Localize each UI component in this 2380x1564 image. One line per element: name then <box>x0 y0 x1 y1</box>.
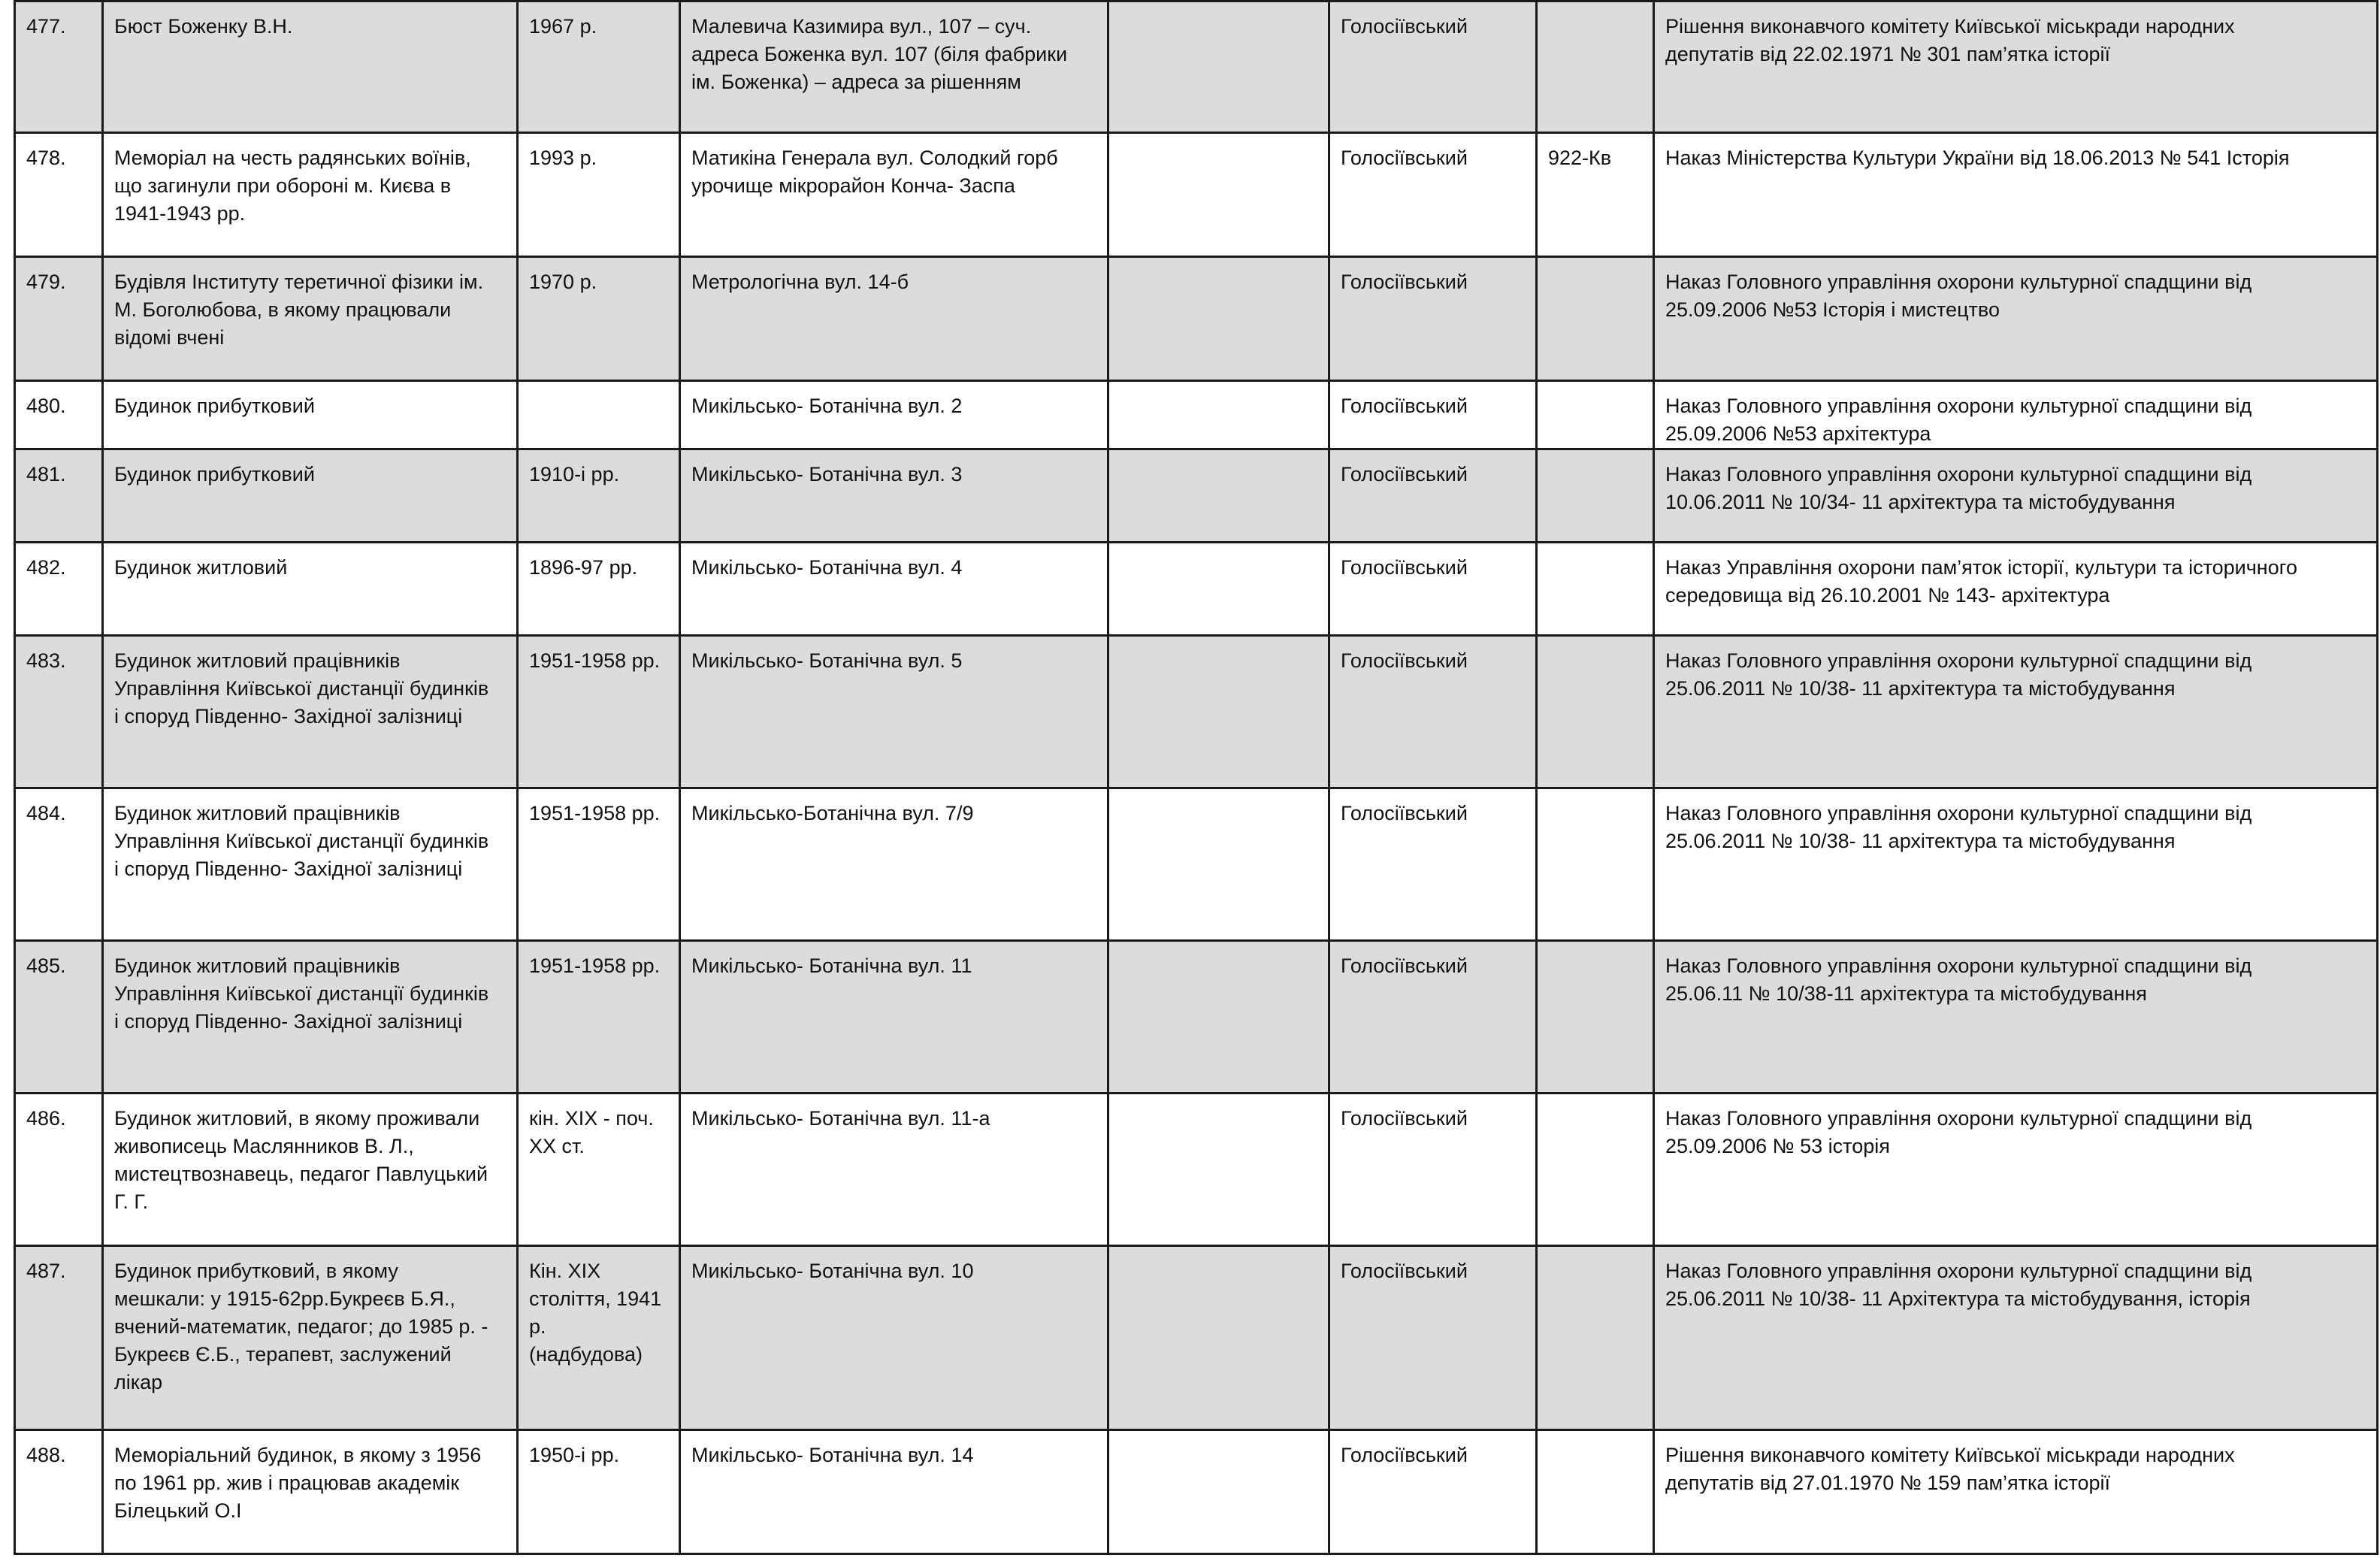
district-name-cell: Голосіївський <box>1329 257 1537 381</box>
protection-code-cell <box>1537 941 1654 1094</box>
monument-address-cell: Матикіна Генерала вул. Солодкий горб урочище мікрорайон Конча- Заспа <box>680 133 1108 257</box>
table-row <box>15 543 2378 636</box>
legal-document-cell: Наказ Головного управління охорони культурної спадщини від 25.06.2011 № 10/38- 11 Архітектура та містобудування, історія <box>1654 1246 2378 1430</box>
monument-date-cell: 1951-1958 рр. <box>518 788 680 941</box>
protection-code-cell <box>1537 636 1654 788</box>
table-row <box>15 133 2378 257</box>
monument-date-cell: 1896-97 рр. <box>518 543 680 636</box>
monuments-table <box>14 0 2378 1555</box>
monument-date-cell: 1951-1958 рр. <box>518 636 680 788</box>
monument-address-cell: Микільсько- Ботанічна вул. 5 <box>680 636 1108 788</box>
monument-address-cell: Микільсько-Ботанічна вул. 7/9 <box>680 788 1108 941</box>
district-name-cell: Голосіївський <box>1329 1430 1537 1554</box>
monument-name-cell: Меморіал на честь радянських воїнів, що загинули при обороні м. Києва в 1941-1943 рр. <box>103 133 518 257</box>
protection-code-cell <box>1537 381 1654 449</box>
monument-name-cell: Будинок прибутковий <box>103 449 518 543</box>
monument-name-cell: Бюст Боженку В.Н. <box>103 2 518 133</box>
protection-code-cell <box>1537 1094 1654 1246</box>
monument-name-cell: Будинок прибутковий, в якому мешкали: у 1915-62рр.Букреєв Б.Я., вчений-математик, педагог; до 1985 р. - Букреєв Є.Б., терапевт, заслужений лікар <box>103 1246 518 1430</box>
table-row <box>15 1246 2378 1430</box>
table-row <box>15 381 2378 449</box>
monument-name-cell: Меморіальний будинок, в якому з 1956 по 1961 рр. жив і працював академік Білецький О.І <box>103 1430 518 1554</box>
monument-name-cell: Будинок житловий працівників Управління Київської дистанції будинків і споруд Південно- Західної залізниці <box>103 788 518 941</box>
row-number-cell: 479. <box>15 257 103 381</box>
monument-date-cell: 1910-і рр. <box>518 449 680 543</box>
monument-address-cell: Метрологічна вул. 14-б <box>680 257 1108 381</box>
row-number-cell: 488. <box>15 1430 103 1554</box>
empty-cell-cell <box>1108 543 1329 636</box>
row-number-cell: 481. <box>15 449 103 543</box>
monument-name-cell: Будинок житловий, в якому проживали живописець Маслянников В. Л., мистецтвознавець, педагог Павлуцький Г. Г. <box>103 1094 518 1246</box>
monument-address-cell: Микільсько- Ботанічна вул. 4 <box>680 543 1108 636</box>
monument-name-cell: Будинок житловий працівників Управління Київської дистанції будинків і споруд Південно- Західної залізниці <box>103 636 518 788</box>
table-body <box>15 2 2378 1554</box>
monument-address-cell: Малевича Казимира вул., 107 – суч. адреса Боженка вул. 107 (біля фабрики ім. Боженка) – адреса за рішенням <box>680 2 1108 133</box>
row-number-cell: 487. <box>15 1246 103 1430</box>
table-row <box>15 257 2378 381</box>
row-number-cell: 483. <box>15 636 103 788</box>
district-name-cell: Голосіївський <box>1329 449 1537 543</box>
monument-address-cell: Микільсько- Ботанічна вул. 3 <box>680 449 1108 543</box>
monument-date-cell <box>518 381 680 449</box>
protection-code-cell <box>1537 449 1654 543</box>
row-number-cell: 480. <box>15 381 103 449</box>
legal-document-cell: Наказ Головного управління охорони культурної спадщини від 25.06.2011 № 10/38- 11 архітектура та містобудування <box>1654 636 2378 788</box>
empty-cell-cell <box>1108 636 1329 788</box>
empty-cell-cell <box>1108 1094 1329 1246</box>
table-row <box>15 941 2378 1094</box>
empty-cell-cell <box>1108 2 1329 133</box>
row-number-cell: 485. <box>15 941 103 1094</box>
monument-name-cell: Будівля Інституту теретичної фізики ім. М. Боголюбова, в якому працювали відомі вчені <box>103 257 518 381</box>
district-name-cell: Голосіївський <box>1329 1246 1537 1430</box>
row-number-cell: 482. <box>15 543 103 636</box>
district-name-cell: Голосіївський <box>1329 543 1537 636</box>
district-name-cell: Голосіївський <box>1329 381 1537 449</box>
legal-document-cell: Наказ Головного управління охорони культурної спадщини від 25.06.2011 № 10/38- 11 архітектура та містобудування <box>1654 788 2378 941</box>
protection-code-cell <box>1537 1246 1654 1430</box>
table-row <box>15 2 2378 133</box>
district-name-cell: Голосіївський <box>1329 1094 1537 1246</box>
legal-document-cell: Наказ Головного управління охорони культурної спадщини від 25.09.2006 №53 Історія і мистецтво <box>1654 257 2378 381</box>
row-number-cell: 477. <box>15 2 103 133</box>
monument-address-cell: Микільсько- Ботанічна вул. 14 <box>680 1430 1108 1554</box>
protection-code-cell <box>1537 1430 1654 1554</box>
monument-date-cell: 1951-1958 рр. <box>518 941 680 1094</box>
empty-cell-cell <box>1108 788 1329 941</box>
protection-code-cell <box>1537 257 1654 381</box>
row-number-cell: 484. <box>15 788 103 941</box>
row-number-cell: 486. <box>15 1094 103 1246</box>
table-row <box>15 788 2378 941</box>
empty-cell-cell <box>1108 449 1329 543</box>
district-name-cell: Голосіївський <box>1329 788 1537 941</box>
monument-date-cell: кін. ХІХ - поч. ХХ ст. <box>518 1094 680 1246</box>
monument-date-cell: 1950-і рр. <box>518 1430 680 1554</box>
monument-date-cell: 1967 р. <box>518 2 680 133</box>
empty-cell-cell <box>1108 1246 1329 1430</box>
monument-name-cell: Будинок прибутковий <box>103 381 518 449</box>
monument-address-cell: Микільсько- Ботанічна вул. 11-а <box>680 1094 1108 1246</box>
district-name-cell: Голосіївський <box>1329 941 1537 1094</box>
empty-cell-cell <box>1108 257 1329 381</box>
empty-cell-cell <box>1108 381 1329 449</box>
legal-document-cell: Рішення виконавчого комітету Київської міськради народних депутатів від 27.01.1970 № 159 пам’ятка історії <box>1654 1430 2378 1554</box>
district-name-cell: Голосіївський <box>1329 636 1537 788</box>
empty-cell-cell <box>1108 941 1329 1094</box>
row-number-cell: 478. <box>15 133 103 257</box>
legal-document-cell: Рішення виконавчого комітету Київської міськради народних депутатів від 22.02.1971 № 301 пам’ятка історії <box>1654 2 2378 133</box>
legal-document-cell: Наказ Головного управління охорони культурної спадщини від 25.09.2006 № 53 історія <box>1654 1094 2378 1246</box>
monument-date-cell: 1970 р. <box>518 257 680 381</box>
monument-date-cell: 1993 р. <box>518 133 680 257</box>
table-row <box>15 636 2378 788</box>
protection-code-cell <box>1537 788 1654 941</box>
monument-address-cell: Микільсько- Ботанічна вул. 2 <box>680 381 1108 449</box>
monument-name-cell: Будинок житловий <box>103 543 518 636</box>
legal-document-cell: Наказ Головного управління охорони культурної спадщини від 25.06.11 № 10/38-11 архітектура та містобудування <box>1654 941 2378 1094</box>
district-name-cell: Голосіївський <box>1329 133 1537 257</box>
monument-name-cell: Будинок житловий працівників Управління Київської дистанції будинків і споруд Південно- Західної залізниці <box>103 941 518 1094</box>
legal-document-cell: Наказ Головного управління охорони культурної спадщини від 25.09.2006 №53 архітектура <box>1654 381 2378 449</box>
table-row <box>15 1094 2378 1246</box>
district-name-cell: Голосіївський <box>1329 2 1537 133</box>
protection-code-cell: 922-Кв <box>1537 133 1654 257</box>
legal-document-cell: Наказ Міністерства Культури України від 18.06.2013 № 541 Історія <box>1654 133 2378 257</box>
empty-cell-cell <box>1108 1430 1329 1554</box>
legal-document-cell: Наказ Управління охорони пам’яток історії, культури та історичного середовища від 26.10.2001 № 143- архітектура <box>1654 543 2378 636</box>
table-row <box>15 449 2378 543</box>
protection-code-cell <box>1537 543 1654 636</box>
monument-address-cell: Микільсько- Ботанічна вул. 10 <box>680 1246 1108 1430</box>
empty-cell-cell <box>1108 133 1329 257</box>
monument-date-cell: Кін. ХІХ століття, 1941 р. (надбудова) <box>518 1246 680 1430</box>
monument-address-cell: Микільсько- Ботанічна вул. 11 <box>680 941 1108 1094</box>
protection-code-cell <box>1537 2 1654 133</box>
legal-document-cell: Наказ Головного управління охорони культурної спадщини від 10.06.2011 № 10/34- 11 архітектура та містобудування <box>1654 449 2378 543</box>
table-row <box>15 1430 2378 1554</box>
